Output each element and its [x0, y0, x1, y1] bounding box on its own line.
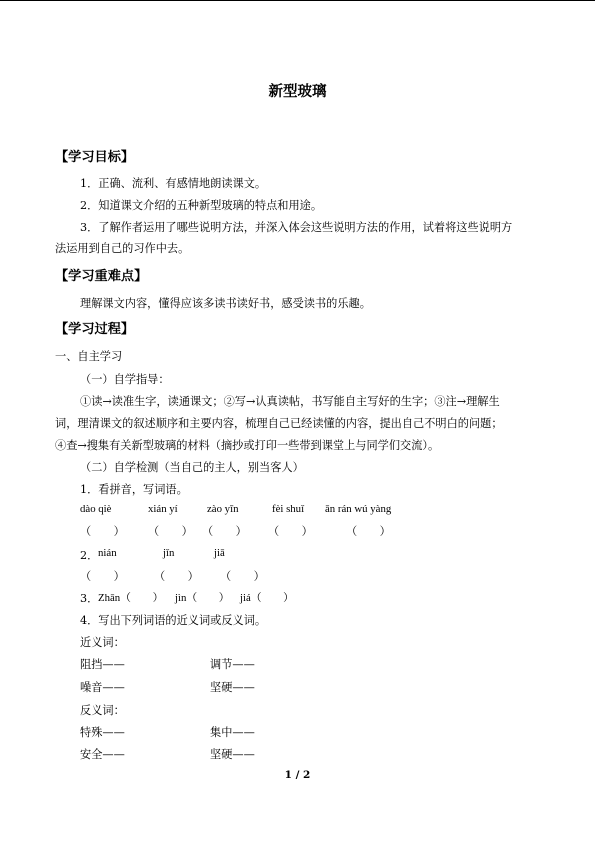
pinyin-item: xián yí	[148, 503, 178, 515]
goal-item: 3．了解作者运用了哪些说明方法，并深入体会这些说明方法的作用，试着将这些说明方	[80, 221, 513, 234]
part-heading-self-study: 一、自主学习	[55, 350, 123, 363]
page-top-border	[0, 0, 595, 1]
question-4: 4．写出下列词语的近义词或反义词。	[80, 614, 267, 627]
goal-item-continuation: 法运用到自己的习作中去。	[55, 242, 190, 255]
section-heading-process: 【学习过程】	[55, 322, 135, 337]
guide-heading: （一）自学指导：	[80, 373, 170, 386]
question-3-number: 3．	[80, 592, 99, 605]
antonym-item: 安全——	[80, 748, 125, 761]
pinyin-blank-item: jiá（ ）	[240, 592, 294, 604]
pinyin-item: dào qiè	[80, 503, 112, 515]
answer-blank: （ ）	[346, 525, 391, 538]
synonym-item: 噪音——	[80, 681, 125, 694]
goal-item: 2．知道课文介绍的五种新型玻璃的特点和用途。	[80, 199, 323, 212]
antonym-label: 反义词：	[80, 704, 125, 717]
section-heading-goals: 【学习目标】	[55, 150, 135, 165]
pinyin-blank-item: Zhān（ ）	[98, 592, 164, 604]
question-1: 1．看拼音，写词语。	[80, 483, 188, 496]
pinyin-item: nián	[98, 547, 117, 559]
pinyin-item: fèi shuǐ	[272, 503, 305, 515]
page-title: 新型玻璃	[268, 83, 327, 100]
pinyin-item: ān rán wú yàng	[325, 503, 392, 515]
page-number: 1 / 2	[284, 769, 311, 781]
synonym-item: 调节——	[210, 658, 255, 671]
antonym-item: 集中——	[210, 726, 255, 739]
antonym-item: 坚硬——	[210, 748, 255, 761]
key-points-text: 理解课文内容，懂得应该多读书读好书，感受读书的乐趣。	[80, 297, 371, 310]
guide-line: ④查→搜集有关新型玻璃的材料（摘抄或打印一些带到课堂上与同学们交流）。	[55, 439, 440, 452]
guide-line: ①读→读准生字，读通课文；②写→认真读帖，书写能自主写好的生字；③注→理解生	[80, 395, 500, 408]
pinyin-item: jǐn	[163, 547, 175, 559]
answer-blank: （ ）	[268, 525, 313, 538]
section-heading-key-points: 【学习重难点】	[55, 269, 148, 284]
check-heading: （二）自学检测（当自己的主人，别当客人）	[80, 461, 304, 474]
synonym-item: 阻挡——	[80, 658, 125, 671]
synonym-item: 坚硬——	[210, 681, 255, 694]
goal-item: 1．正确、流利、有感情地朗读课文。	[80, 177, 267, 190]
pinyin-blank-item: jìn（ ）	[175, 592, 230, 604]
answer-blank: （ ）	[80, 525, 125, 538]
guide-line: 词，理清课文的叙述顺序和主要内容，梳理自己已经读懂的内容，提出自己不明白的问题；	[55, 417, 503, 430]
pinyin-item: jiā	[214, 547, 225, 559]
question-2-number: 2．	[80, 549, 99, 562]
answer-blank: （ ）	[220, 570, 265, 583]
synonym-label: 近义词：	[80, 636, 125, 649]
answer-blank: （ ）	[80, 570, 125, 583]
answer-blank: （ ）	[148, 525, 193, 538]
answer-blank: （ ）	[202, 525, 247, 538]
answer-blank: （ ）	[154, 570, 199, 583]
antonym-item: 特殊——	[80, 726, 125, 739]
pinyin-item: zào yīn	[207, 503, 239, 515]
